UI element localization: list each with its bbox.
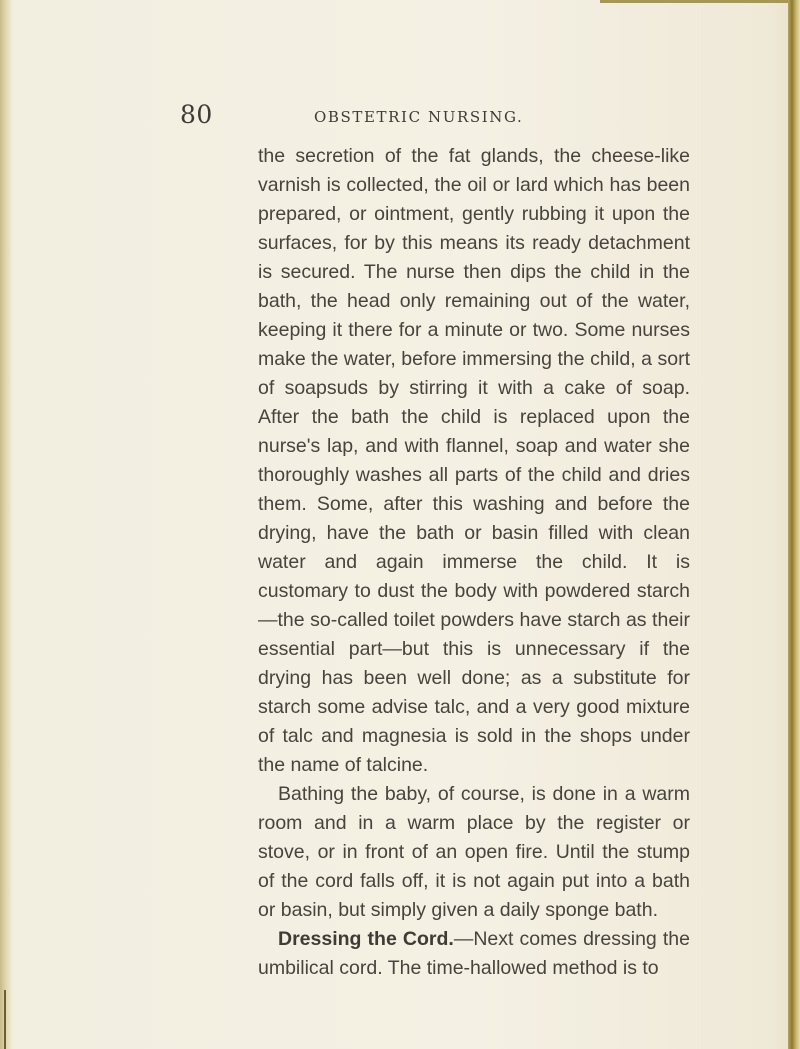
section-heading: Dressing the Cord. bbox=[278, 928, 454, 950]
page-number: 80 bbox=[180, 100, 213, 129]
paragraph-continued: the secretion of the fat glands, the cheese-like varnish is collected, the oil or lard which has been prepared, or ointment, gently rubbing it upon the surfaces, for by this means its ready detachment is secured. The nurse then dips the child in the bath, the head only remaining out of the water, keeping it there for a minute or two. Some nurses make the water, before immersing the child, a sort of soapsuds by stirring it with a cake of soap. After the bath the child is replaced upon the nurse's lap, and with flannel, soap and water she thoroughly washes all parts of the child and dries them. Some, after this washing and before the drying, have the bath or basin filled with clean water and again immerse the child. It is customary to dust the body with powdered starch—the so-called toilet powders have starch as their essential part—but this is unnecessary if the drying has been well done; as a substitute for starch some advise talc, and a very good mixture of talc and magnesia is sold in the shops under the name of talcine. bbox=[258, 145, 690, 776]
page-top-edge bbox=[600, 0, 800, 3]
paragraph-dressing-text: —Next comes dressing the umbilical cord. The time-hallowed method is to bbox=[258, 928, 690, 979]
body-text bbox=[258, 142, 690, 983]
paragraph-bathing: Bathing the baby, of course, is done in a warm room and in a warm place by the register or stove, or in front of an open fire. Until the stump of the cord falls off, it is not again put into a bath or basin, but simply given a daily sponge bath. bbox=[258, 783, 690, 921]
page-gutter-shadow bbox=[0, 0, 12, 1049]
paragraph-dressing-cord bbox=[258, 925, 690, 983]
gutter-mark bbox=[4, 990, 6, 1049]
running-head bbox=[180, 100, 600, 132]
running-title: OBSTETRIC NURSING. bbox=[314, 108, 524, 126]
page-edge-right bbox=[788, 0, 800, 1049]
